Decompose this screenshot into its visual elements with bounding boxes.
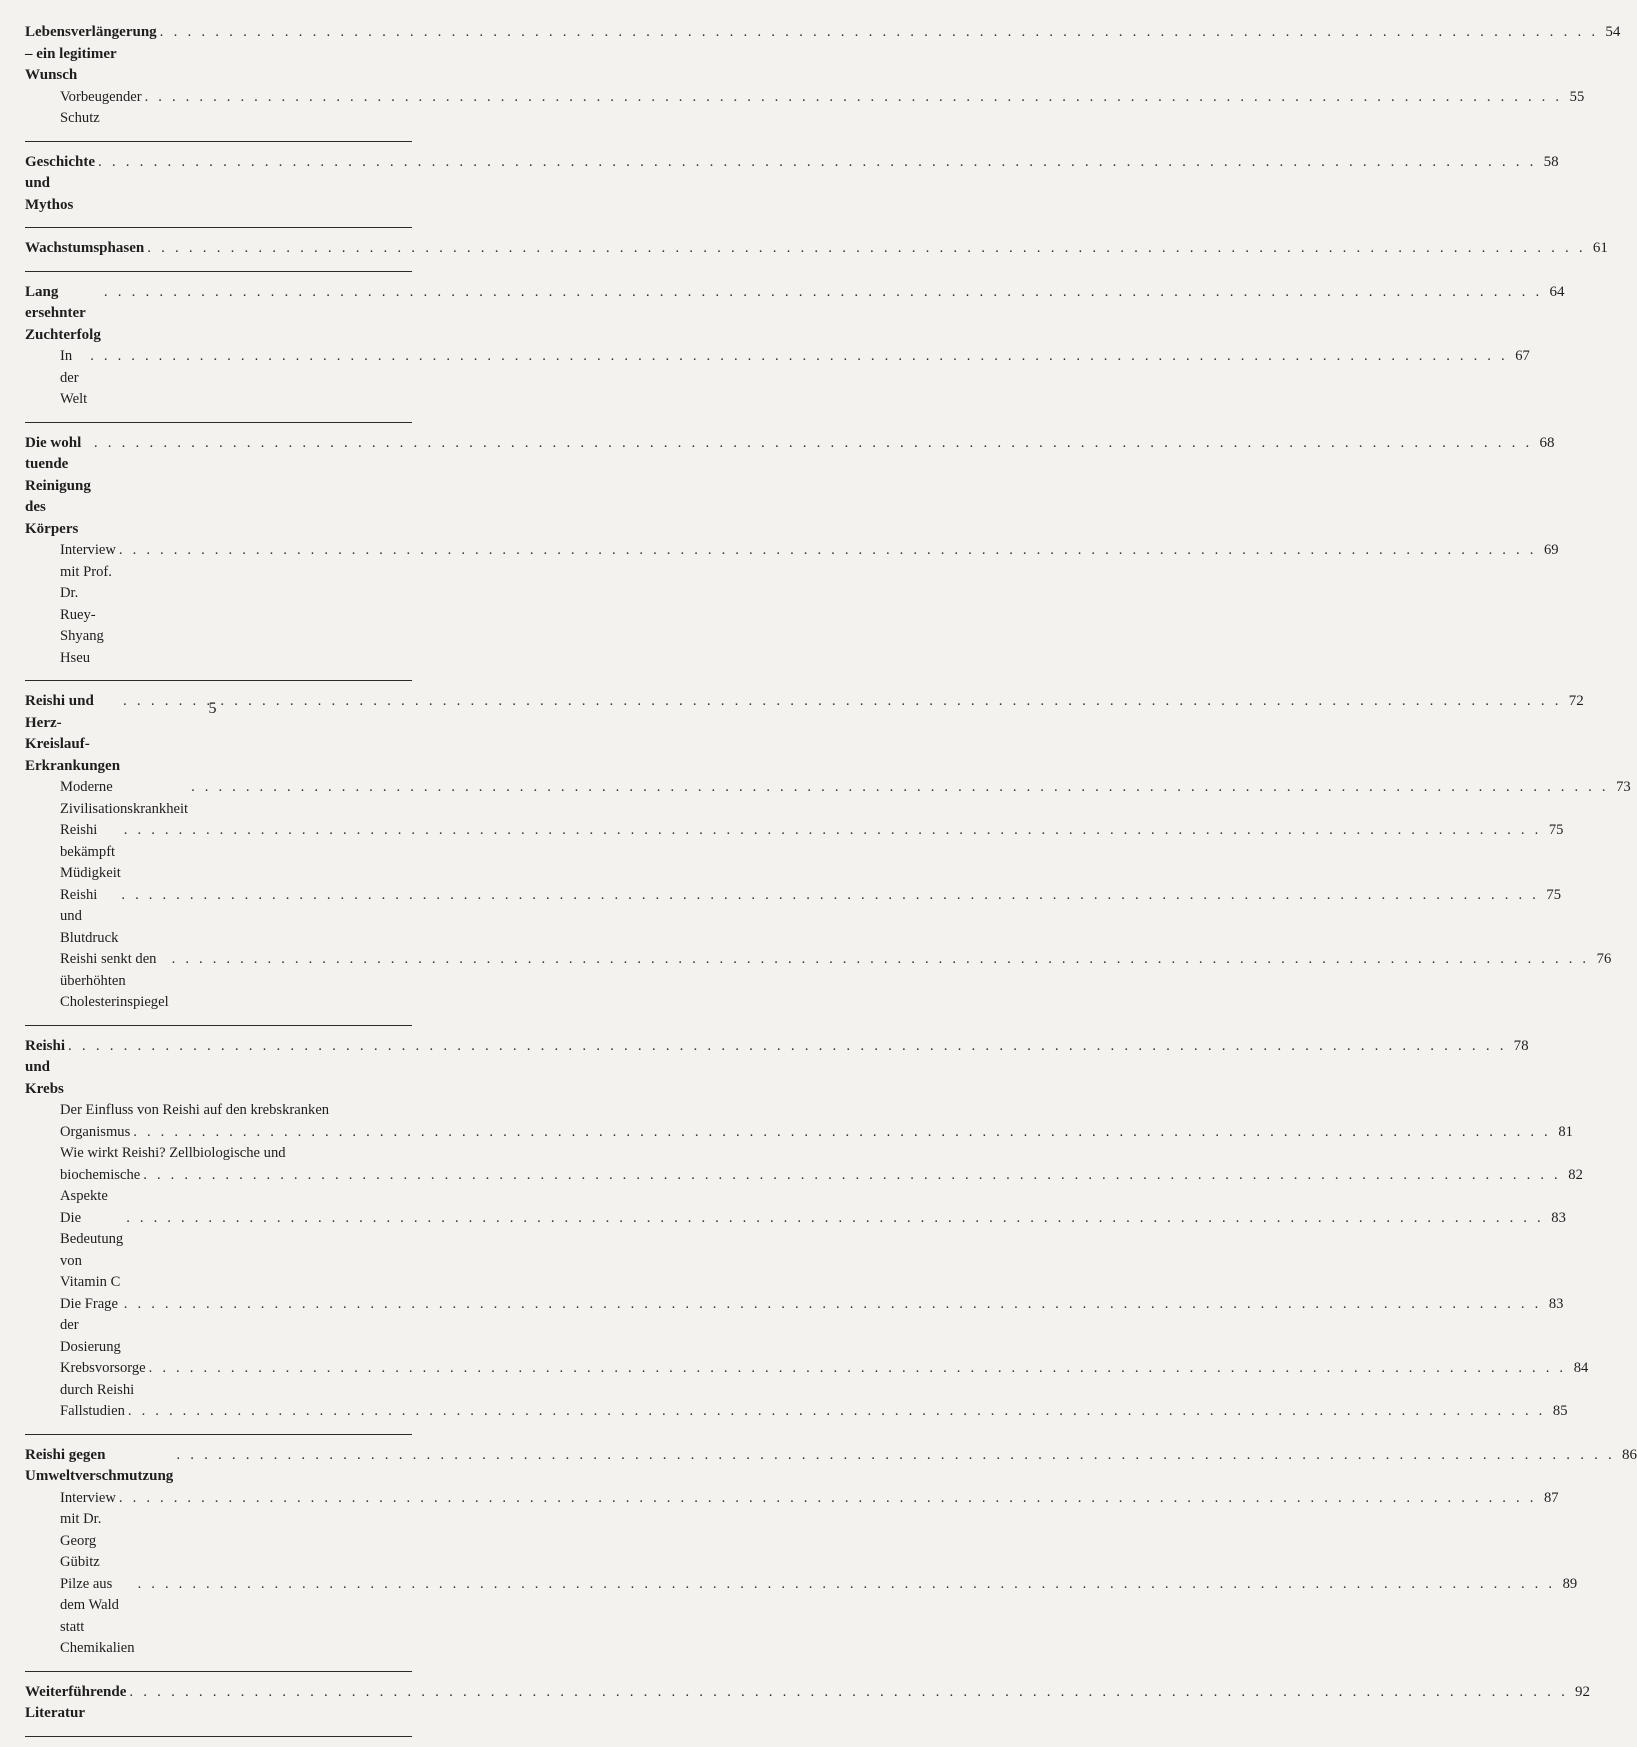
dot-leader (160, 22, 1599, 44)
entry-page-number: 92 (1575, 1683, 1591, 1700)
subchapter-entry (25, 1208, 1566, 1294)
dot-leader (94, 433, 1533, 455)
entry-title: Reishi und Blutdruck (60, 886, 119, 946)
subchapter-entry (25, 949, 1612, 1014)
entry-title: Der Einfluss von Reishi auf den krebskranken (60, 1102, 330, 1118)
entry-page-number: 72 (1568, 693, 1584, 709)
dot-leader (124, 1294, 1542, 1316)
entry-title: Reishi bekämpft Müdigkeit (60, 822, 121, 881)
dot-leader (172, 949, 1590, 971)
entry-page-number: 75 (1548, 822, 1564, 838)
dot-leader (138, 1574, 1556, 1596)
entry-title: Die Frage der Dosierung (60, 1295, 121, 1355)
subchapter-entry (25, 87, 1585, 130)
entry-page-number: 82 (1568, 1166, 1583, 1183)
dot-leader (129, 1682, 1568, 1704)
entry-title: Reishi gegen Umweltverschmutzung (25, 1446, 174, 1484)
toc-section (25, 238, 1608, 272)
subchapter-entry-line2 (25, 1122, 1573, 1144)
entry-title: In der Welt (60, 348, 88, 407)
dot-leader (147, 238, 1586, 260)
entry-title: Lebensverlängerung – ein legitimer Wunsch (25, 24, 157, 83)
dot-leader (149, 1358, 1567, 1380)
table-of-contents (25, 22, 1637, 1747)
subchapter-entry (25, 1358, 1589, 1401)
entry-title: biochemische Aspekte (60, 1166, 141, 1204)
entry-page-number: 55 (1569, 88, 1585, 105)
entry-page-number: 87 (1543, 1489, 1559, 1506)
toc-section (25, 152, 1559, 229)
chapter-entry (25, 1682, 1591, 1725)
chapter-entry (25, 282, 1565, 347)
subchapter-entry (25, 346, 1530, 411)
subchapter-entry-line1 (25, 1143, 412, 1165)
entry-page-number: 64 (1549, 283, 1565, 300)
entry-page-number: 86 (1621, 1446, 1637, 1463)
dot-leader (126, 1208, 1544, 1230)
entry-page-number: 85 (1552, 1403, 1568, 1419)
subchapter-entry (25, 1574, 1578, 1660)
dot-leader (119, 540, 1537, 562)
toc-section (25, 282, 1565, 423)
chapter-entry (25, 238, 1608, 260)
entry-page-number: 76 (1596, 951, 1612, 967)
entry-page-number: 69 (1543, 542, 1559, 558)
chapter-entry (25, 1445, 1637, 1488)
chapter-entry (25, 1036, 1529, 1101)
entry-title: Wachstumsphasen (25, 240, 145, 256)
dot-leader (133, 1122, 1551, 1144)
entry-title: Reishi senkt den überhöhten Cholesterinspiegel (60, 951, 169, 1010)
entry-page-number: 68 (1539, 434, 1555, 451)
dot-leader (191, 777, 1609, 799)
entry-page-number: 78 (1513, 1037, 1529, 1054)
entry-page-number: 54 (1605, 24, 1621, 40)
entry-title: Moderne Zivilisationskrankheit (60, 779, 189, 817)
entry-title: Reishi und Herz-Kreislauf-Erkrankungen (25, 693, 121, 774)
dot-leader (124, 820, 1542, 842)
dot-leader (104, 282, 1543, 304)
entry-title: Krebsvorsorge durch Reishi (60, 1360, 146, 1398)
entry-page-number: 84 (1573, 1360, 1589, 1376)
chapter-entry (25, 152, 1559, 217)
entry-title: Geschichte und Mythos (25, 153, 95, 213)
toc-section (25, 1445, 1637, 1672)
entry-title: Vorbeugender Schutz (60, 88, 142, 126)
toc-section (25, 1036, 1589, 1435)
entry-page-number: 89 (1562, 1575, 1578, 1592)
entry-title: Interview mit Dr. Georg Gübitz (60, 1489, 116, 1570)
subchapter-entry (25, 540, 1559, 669)
entry-page-number: 83 (1551, 1209, 1566, 1226)
dot-leader (121, 885, 1539, 907)
toc-section (25, 22, 1621, 142)
page-number: 5 (208, 700, 217, 717)
entry-title: Fallstudien (60, 1403, 125, 1419)
dot-leader (68, 1036, 1507, 1058)
subchapter-entry (25, 777, 1631, 820)
entry-page-number: 75 (1546, 886, 1562, 903)
dot-leader (145, 87, 1563, 109)
entry-title: Lang ersehnter Zuchterfolg (25, 283, 101, 343)
dot-leader (119, 1488, 1537, 1510)
subchapter-entry (25, 1401, 1568, 1423)
subchapter-entry (25, 885, 1562, 950)
subchapter-entry-line1 (25, 1100, 412, 1122)
entry-title: Die Bedeutung von Vitamin C (60, 1209, 124, 1290)
toc-section (25, 1682, 1591, 1737)
dot-leader (98, 152, 1537, 174)
subchapter-entry (25, 820, 1564, 885)
toc-section (25, 691, 1631, 1026)
entry-title: Interview mit Prof. Dr. Ruey-Shyang Hseu (60, 542, 116, 666)
subchapter-entry-line2 (25, 1165, 1583, 1208)
entry-page-number: 58 (1543, 153, 1559, 170)
subchapter-entry (25, 1488, 1559, 1574)
entry-page-number: 61 (1592, 240, 1608, 256)
dot-leader (128, 1401, 1546, 1423)
entry-page-number: 73 (1616, 779, 1631, 795)
entry-page-number: 83 (1548, 1295, 1564, 1312)
subchapter-entry (25, 1294, 1564, 1359)
dot-leader (90, 346, 1508, 368)
chapter-entry (25, 433, 1555, 541)
toc-section (25, 433, 1559, 682)
chapter-entry (25, 22, 1621, 87)
entry-title: Reishi und Krebs (25, 1037, 66, 1097)
entry-page-number: 81 (1558, 1123, 1573, 1140)
entry-title: Wie wirkt Reishi? Zellbiologische und (60, 1145, 286, 1161)
entry-title: Die wohl tuende Reinigung des Körpers (25, 434, 91, 537)
entry-title: Weiterführende Literatur (25, 1683, 127, 1721)
entry-title: Pilze aus dem Wald statt Chemikalien (60, 1575, 135, 1656)
dot-leader (176, 1445, 1615, 1467)
entry-page-number: 67 (1515, 348, 1530, 364)
dot-leader (143, 1165, 1561, 1187)
entry-title: Organismus (60, 1123, 131, 1140)
